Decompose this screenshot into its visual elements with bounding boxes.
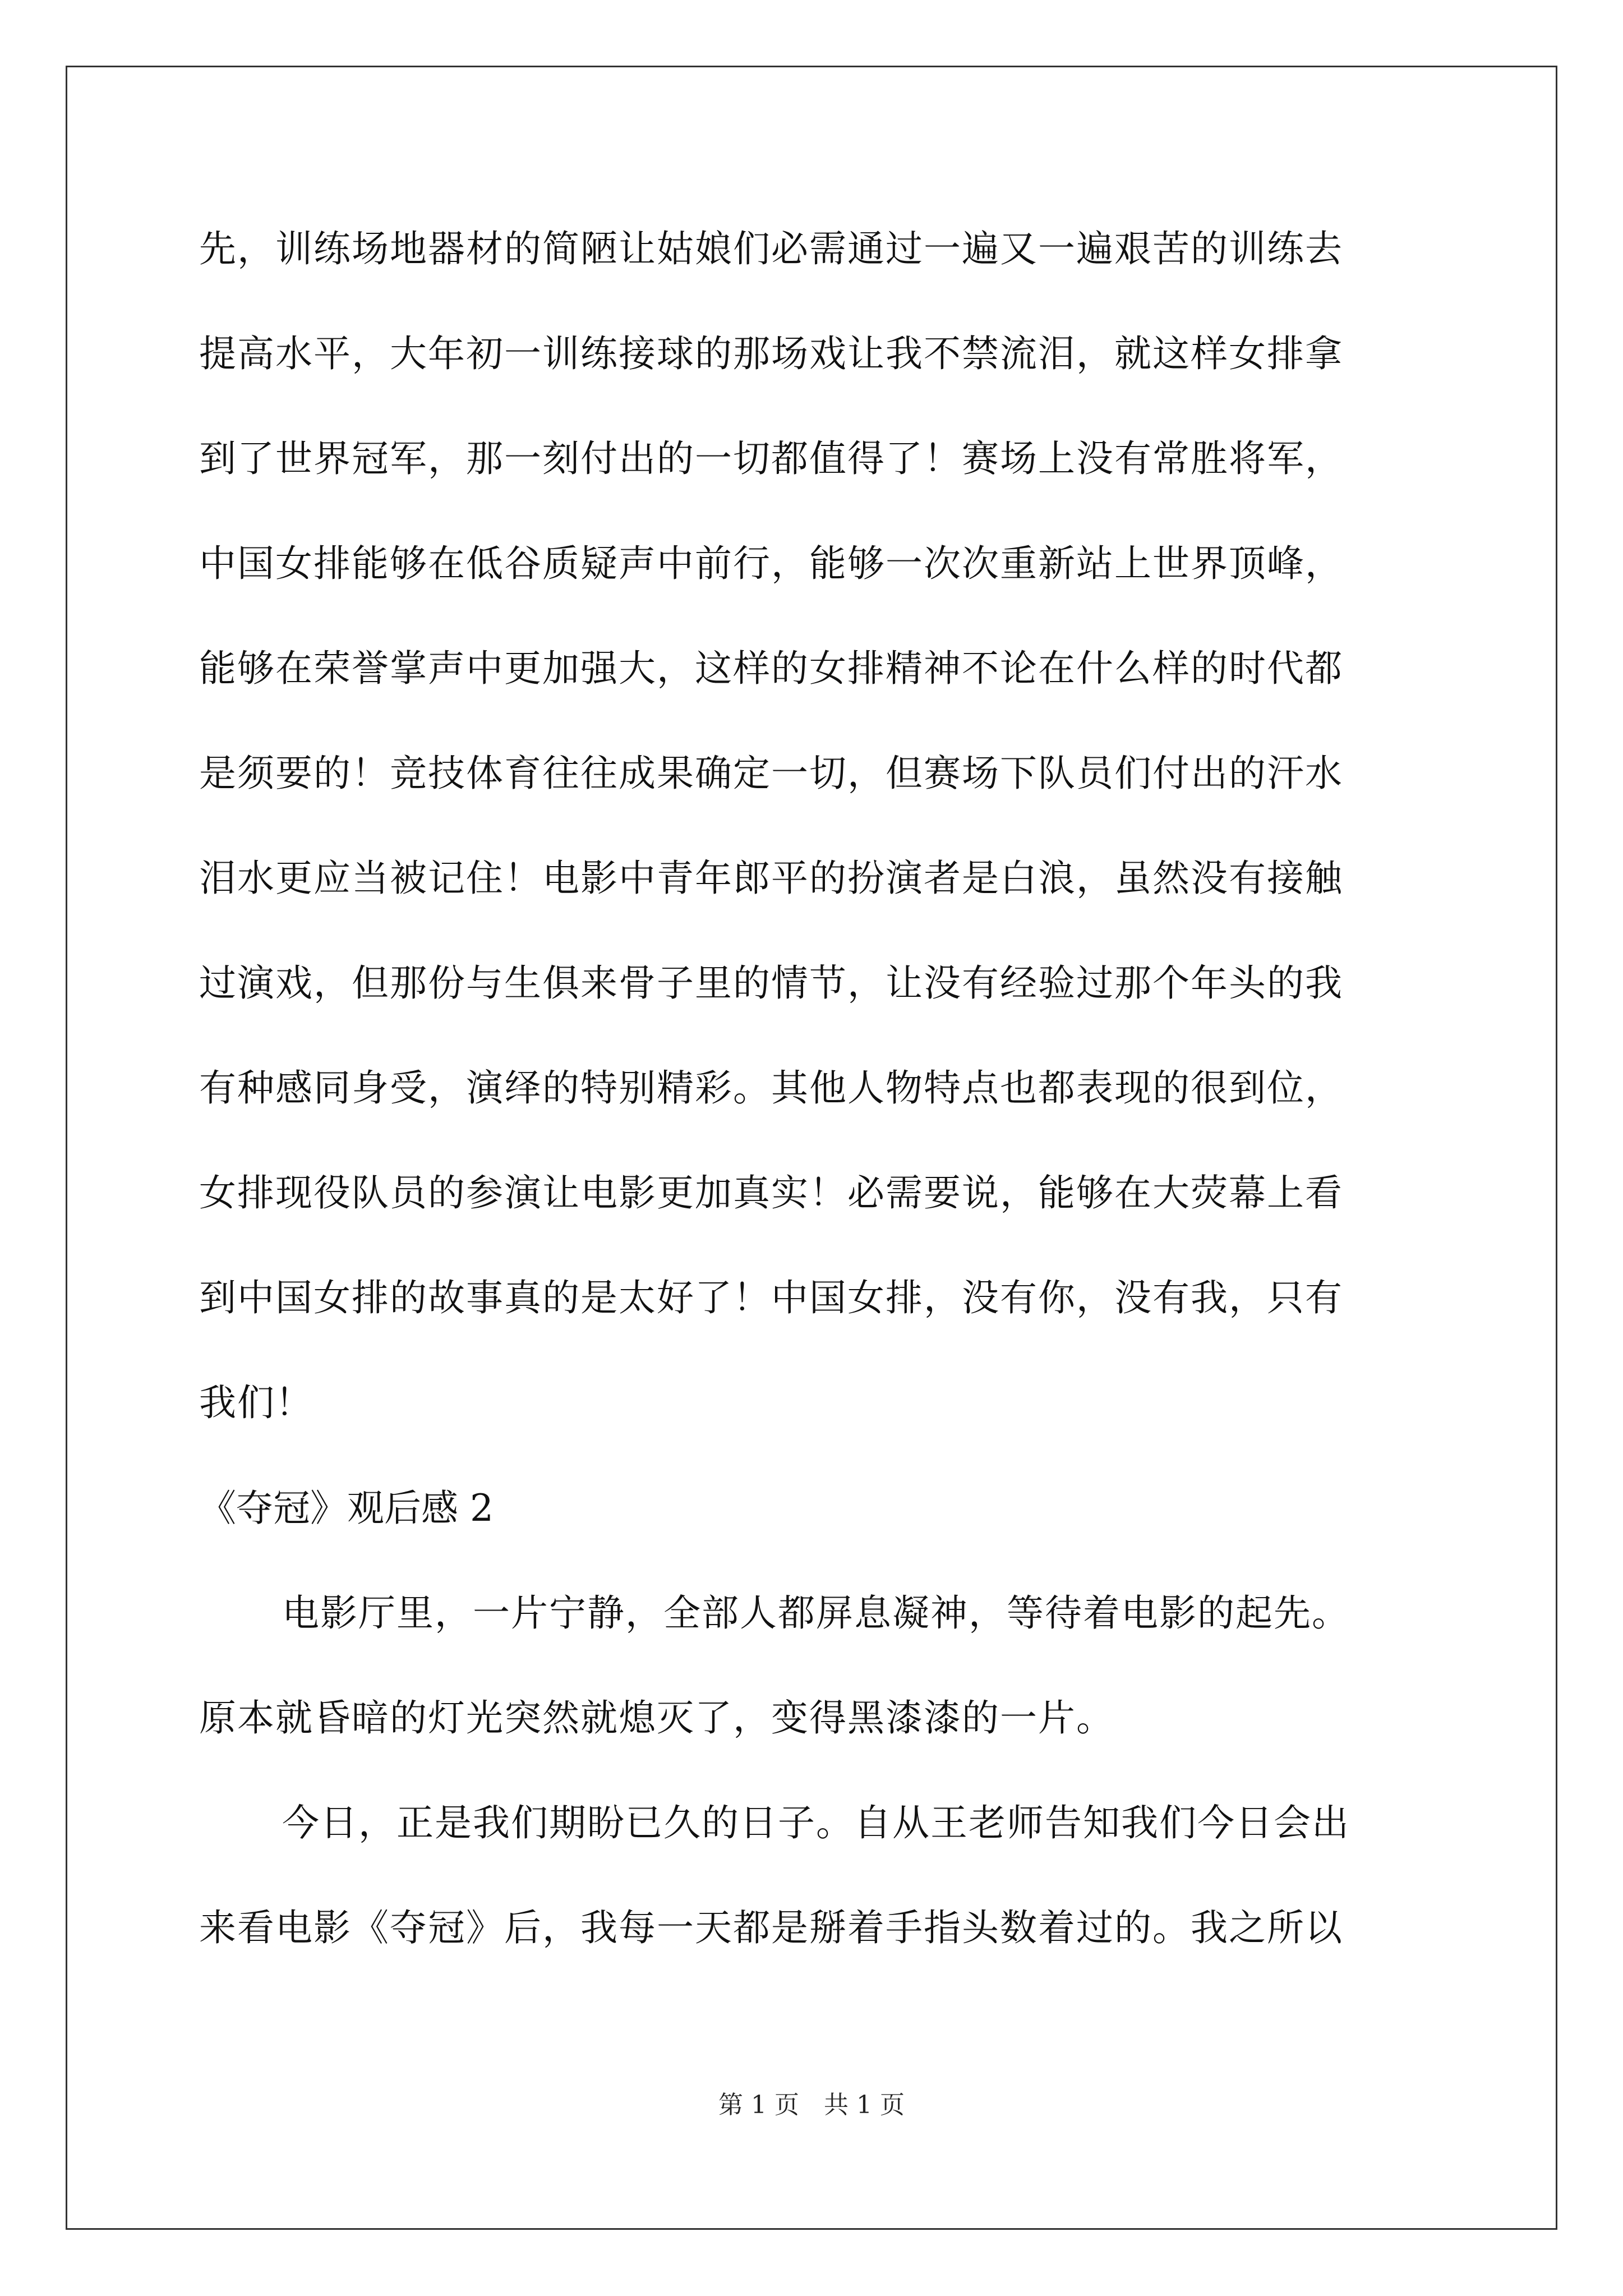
body-text-line: 是须要的！竞技体育往往成果确定一切，但赛场下队员们付出的汗水 — [199, 752, 1343, 795]
body-text-line: 泪水更应当被记住！电影中青年郎平的扮演者是白浪，虽然没有接触 — [199, 857, 1343, 900]
body-text-line: 原本就昏暗的灯光突然就熄灭了，变得黑漆漆的一片。 — [199, 1696, 1114, 1740]
body-text-line: 女排现役队员的参演让电影更加真实！必需要说，能够在大荧幕上看 — [199, 1171, 1343, 1214]
body-text-line: 提高水平，大年初一训练接球的那场戏让我不禁流泪，就这样女排拿 — [199, 332, 1343, 375]
body-text-line: 到了世界冠军，那一刻付出的一切都值得了！赛场上没有常胜将军， — [199, 437, 1343, 480]
body-text-line: 先，训练场地器材的简陋让姑娘们必需通过一遍又一遍艰苦的训练去 — [199, 227, 1343, 270]
body-text-line: 电影厅里，一片宁静，全部人都屏息凝神，等待着电影的起先。 — [282, 1591, 1350, 1635]
body-text-line: 有种感同身受，演绎的特别精彩。其他人物特点也都表现的很到位， — [199, 1066, 1343, 1110]
body-text-line: 今日，正是我们期盼已久的日子。自从王老师告知我们今日会出 — [282, 1801, 1350, 1844]
body-text-line: 过演戏，但那份与生俱来骨子里的情节，让没有经验过那个年头的我 — [199, 961, 1343, 1005]
body-text-line: 能够在荣誉掌声中更加强大，这样的女排精神不论在什么样的时代都 — [199, 647, 1343, 690]
body-text-line: 我们！ — [199, 1381, 313, 1424]
body-text-line: 来看电影《夺冠》后，我每一天都是掰着手指头数着过的。我之所以 — [199, 1906, 1343, 1949]
section-title: 《夺冠》观后感 2 — [199, 1487, 494, 1530]
body-text-line: 中国女排能够在低谷质疑声中前行，能够一次次重新站上世界顶峰， — [199, 542, 1343, 585]
page-number-footer: 第 1 页 共 1 页 — [718, 2091, 905, 2119]
body-text-line: 到中国女排的故事真的是太好了！中国女排，没有你，没有我，只有 — [199, 1276, 1343, 1319]
